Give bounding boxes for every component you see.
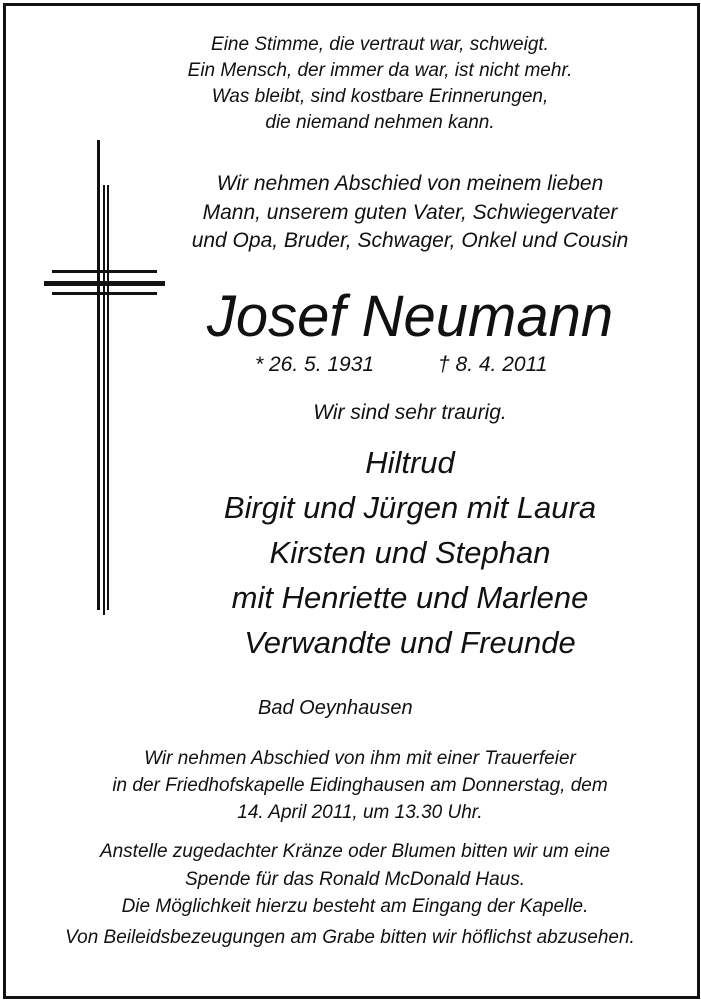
ceremony-info <box>60 745 660 826</box>
poem-verse <box>80 32 680 136</box>
intro-line: und Opa, Bruder, Schwager, Onkel und Cousin <box>191 229 629 252</box>
donation-line: Anstelle zugedachter Kränze oder Blumen bitten wir um eine <box>99 841 611 862</box>
poem-line: Eine Stimme, die vertraut war, schweigt. <box>211 34 549 55</box>
donation-line: Die Möglichkeit hierzu besteht am Eingang der Kapelle. <box>121 896 589 917</box>
donation-line: Spende für das Ronald McDonald Haus. <box>184 868 526 890</box>
poem-line: Ein Mensch, der immer da war, ist nicht mehr. <box>187 60 573 81</box>
place-name: Bad Oeynhausen <box>258 697 413 719</box>
condolence-line: Von Beileidsbezeugungen am Grabe bitten wir höflichst abzusehen. <box>65 927 635 948</box>
birth-date: * 26. 5. 1931 <box>255 353 375 376</box>
donation-info <box>55 838 655 921</box>
intro-line: Wir nehmen Abschied von meinem lieben <box>216 172 604 195</box>
mourner-entry: Birgit und Jürgen mit Laura <box>223 490 597 525</box>
mourner-entry: Verwandte und Freunde <box>244 625 576 660</box>
ceremony-line: 14. April 2011, um 13.30 Uhr. <box>237 802 483 823</box>
condolence-note <box>30 924 670 951</box>
mourner-entry: Kirsten und Stephan <box>269 535 551 570</box>
poem-line: die niemand nehmen kann. <box>265 112 495 133</box>
mourning-line: Wir sind sehr traurig. <box>313 401 507 424</box>
ceremony-line: in der Friedhofskapelle Eidinghausen am Donnerstag, dem <box>112 775 608 796</box>
ceremony-line: Wir nehmen Abschied von ihm mit einer Trauerfeier <box>144 748 576 769</box>
mourners-list <box>110 440 701 665</box>
farewell-intro <box>110 170 701 256</box>
intro-line: Mann, unserem guten Vater, Schwiegervater <box>202 200 618 224</box>
mourner-entry: Hiltrud <box>365 445 455 480</box>
mourner-entry: mit Henriette und Marlene <box>231 580 589 615</box>
death-date: † 8. 4. 2011 <box>438 353 548 376</box>
deceased-name: Josef Neumann <box>206 284 614 349</box>
poem-line: Was bleibt, sind kostbare Erinnerungen, <box>211 86 549 107</box>
